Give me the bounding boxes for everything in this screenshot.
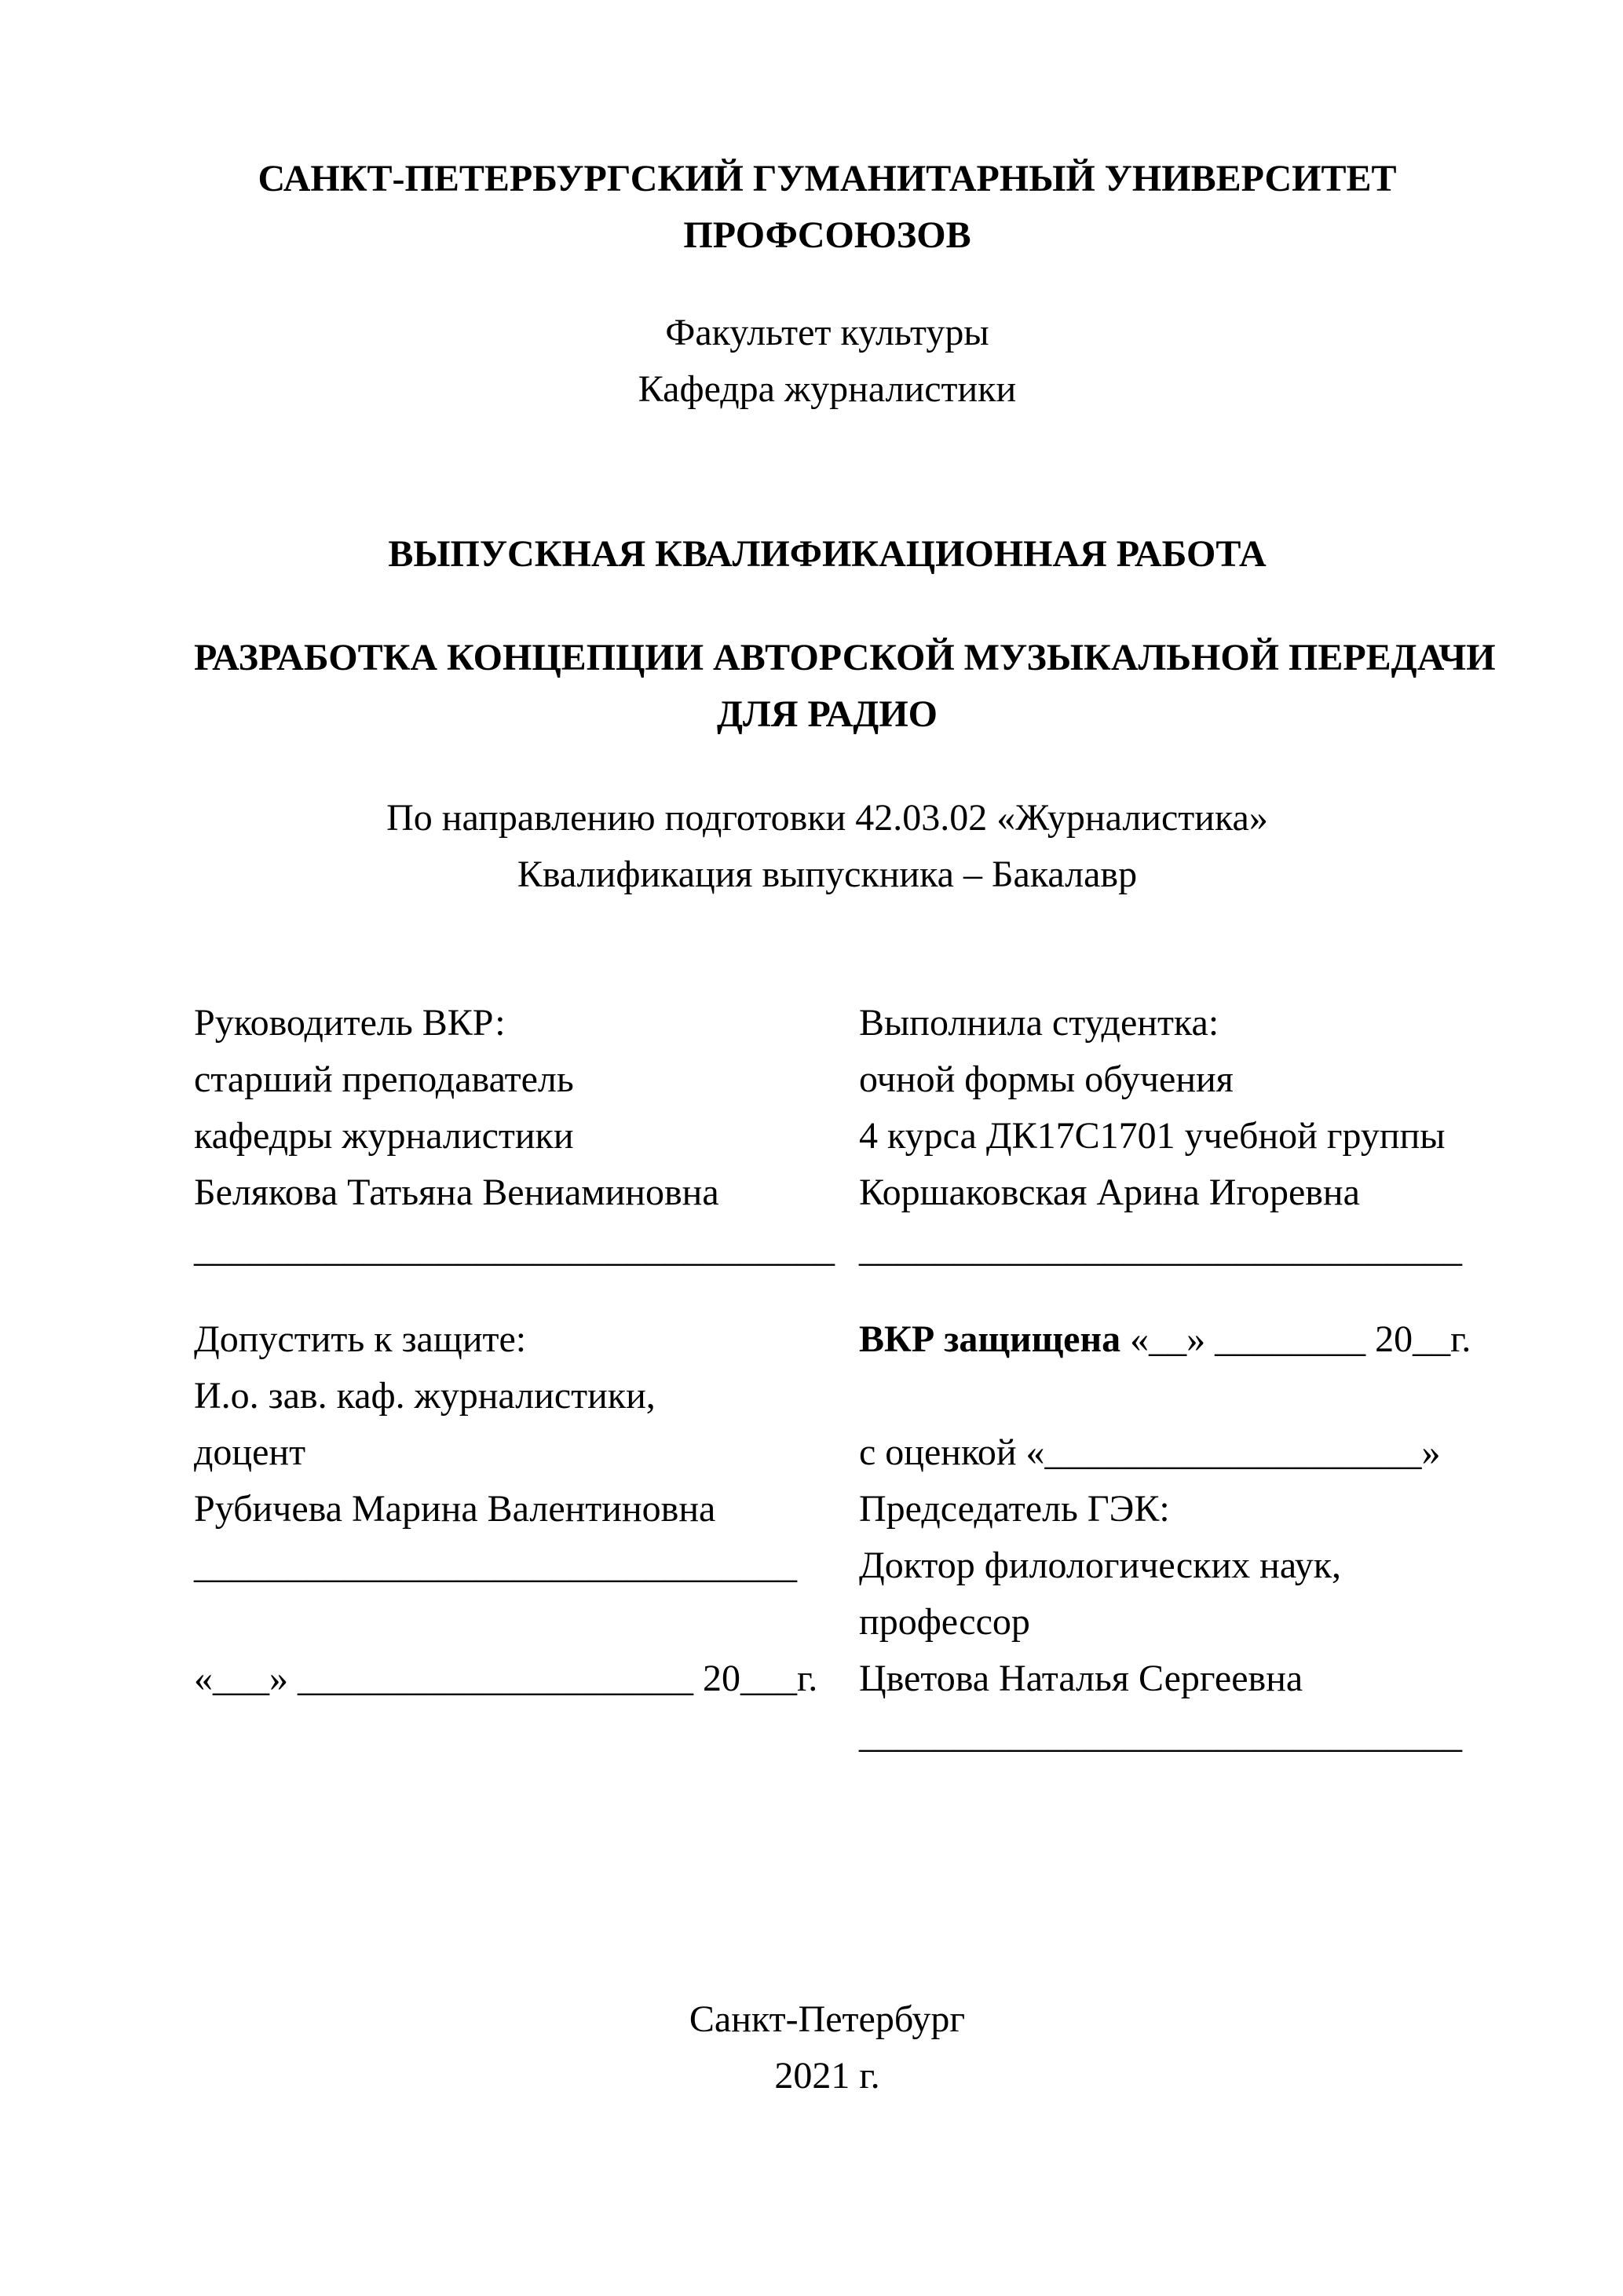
supervisor-student-row <box>194 995 1460 1278</box>
footer-city: Санкт-Петербург <box>689 1998 966 2040</box>
supervisor-position-line1: старший преподаватель <box>194 1058 574 1100</box>
student-block <box>859 995 1462 1278</box>
admission-blank-line <box>194 1594 859 1651</box>
admission-block <box>194 1311 859 1707</box>
student-signature-line: ________________________________ <box>859 1228 1462 1270</box>
student-group: 4 курса ДК17С1701 учебной группы <box>859 1115 1446 1157</box>
direction-qualification <box>194 790 1460 903</box>
admission-position-line2: доцент <box>194 1431 306 1473</box>
qualification-text: Квалификация выпускника – Бакалавр <box>517 854 1138 895</box>
faculty-name: Факультет культуры <box>665 312 989 353</box>
admission-name: Рубичева Марина Валентиновна <box>194 1488 716 1530</box>
gek-chair-title: профессор <box>859 1601 1030 1643</box>
supervisor-signature-line: __________________________________ <box>194 1228 835 1270</box>
direction-text: По направлению подготовки 42.03.02 «Журналистика» <box>386 797 1268 839</box>
supervisor-position-line2: кафедры журналистики <box>194 1115 574 1157</box>
department-name: Кафедра журналистики <box>638 368 1017 410</box>
work-type-heading-text: ВЫПУСКНАЯ КВАЛИФИКАЦИОННАЯ РАБОТА <box>388 533 1267 575</box>
admission-signature-line: ________________________________ <box>194 1545 797 1586</box>
footer-year: 2021 г. <box>774 2055 880 2097</box>
admission-label: Допустить к защите: <box>194 1318 527 1360</box>
supervisor-name: Белякова Татьяна Вениаминовна <box>194 1172 719 1213</box>
student-name: Коршаковская Арина Игоревна <box>859 1172 1360 1213</box>
defense-grade-line: с оценкой «____________________» <box>859 1431 1441 1473</box>
defense-blank-line <box>859 1368 1471 1424</box>
university-name-line2: ПРОФСОЮЗОВ <box>683 214 971 256</box>
footer <box>194 1991 1460 2104</box>
thesis-title <box>194 630 1496 743</box>
admission-position-line1: И.о. зав. каф. журналистики, <box>194 1375 656 1417</box>
gek-chair-label: Председатель ГЭК: <box>859 1488 1170 1530</box>
university-name <box>194 151 1460 264</box>
defense-defended-date-fill: «__» ________ 20__г. <box>1120 1318 1471 1360</box>
thesis-title-line2: ДЛЯ РАДИО <box>717 693 938 735</box>
supervisor-role-label: Руководитель ВКР: <box>194 1002 506 1044</box>
defense-defended-label: ВКР защищена <box>859 1318 1121 1360</box>
university-name-line1: САНКТ-ПЕТЕРБУРГСКИЙ ГУМАНИТАРНЫЙ УНИВЕРСИТЕТ <box>258 158 1397 199</box>
defense-block <box>859 1311 1471 1764</box>
student-study-form: очной формы обучения <box>859 1058 1234 1100</box>
gek-chair-name: Цветова Наталья Сергеевна <box>859 1658 1303 1699</box>
defense-defended-line <box>859 1311 1471 1368</box>
student-role-label: Выполнила студентка: <box>859 1002 1219 1044</box>
faculty-department <box>194 305 1460 418</box>
gek-chair-degree: Доктор филологических наук, <box>859 1545 1342 1586</box>
defense-signature-line: ________________________________ <box>859 1714 1462 1756</box>
admission-date-line: «___» _____________________ 20___г. <box>194 1658 818 1699</box>
work-type-heading <box>194 526 1460 583</box>
supervisor-block <box>194 995 859 1278</box>
admission-defense-row <box>194 1311 1471 1764</box>
thesis-title-line1: РАЗРАБОТКА КОНЦЕПЦИИ АВТОРСКОЙ МУЗЫКАЛЬНОЙ ПЕРЕДАЧИ <box>194 637 1496 678</box>
